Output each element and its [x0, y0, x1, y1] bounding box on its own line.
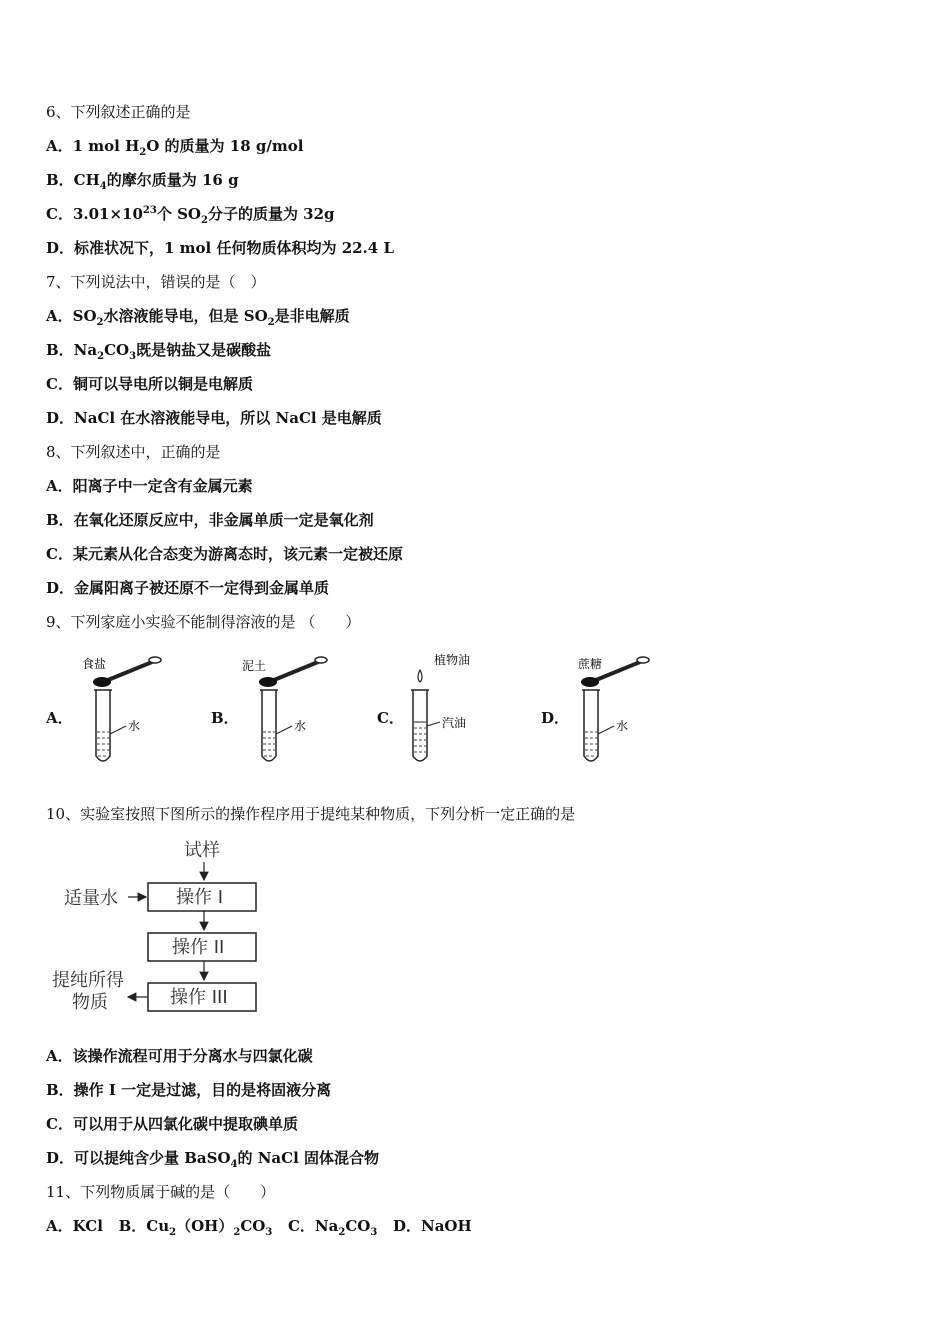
- q6-stem: 6、下列叙述正确的是: [46, 103, 191, 121]
- q10-option-c: C．可以用于从四氯化碳中提取碘单质: [46, 1115, 298, 1133]
- flow-op1-label: 操作 I: [176, 887, 224, 908]
- q6-option-b: B．$CH_4$的摩尔质量为 16 g: [46, 171, 239, 192]
- q7-option-a: A．$SO_2$水溶液能导电，但是 $SO_2$是非电解质: [46, 307, 350, 328]
- q10-flowchart: [46, 836, 286, 1026]
- q7-option-d: D．NaCl 在水溶液能导电，所以 NaCl 是电解质: [46, 409, 382, 427]
- q6-option-d: D．标准状况下，1 mol 任何物质体积均为 22.4 L: [46, 239, 394, 257]
- q9-fig-b-liquid: 水: [294, 719, 307, 733]
- q8-option-d: D．金属阳离子被还原不一定得到金属单质: [46, 579, 330, 597]
- q7-option-b: B．$Na_2CO_3$既是钠盐又是碳酸盐: [46, 341, 272, 362]
- q9-fig-b-tube-illustration: [236, 652, 356, 772]
- q7-stem: 7、下列说法中，错误的是（ ）: [46, 273, 266, 291]
- q10-stem: 10、实验室按照下图所示的操作程序用于提纯某种物质，下列分析一定正确的是: [46, 805, 576, 823]
- q9-fig-c-tube-illustration: [400, 652, 520, 772]
- q8-stem: 8、下列叙述中，正确的是: [46, 443, 221, 461]
- flow-sample-label: 试样: [184, 840, 220, 861]
- q9-stem: 9、下列家庭小实验不能制得溶液的是 （ ）: [46, 613, 361, 631]
- q11-option-b: B．$Cu_2(OH)_2CO_3$: [118, 1217, 273, 1238]
- q11-stem: 11、下列物质属于碱的是（ ）: [46, 1183, 276, 1201]
- q7-option-c: C．铜可以导电所以铜是电解质: [46, 375, 253, 393]
- q11-options: [46, 1216, 472, 1236]
- q9-fig-c-liquid: 汽油: [442, 716, 467, 730]
- q9-fig-a-tube-illustration: [70, 652, 190, 772]
- q9-fig-d-liquid: 水: [616, 719, 629, 733]
- flow-water-label: 适量水: [64, 888, 118, 909]
- flow-product-label-1: 提纯所得: [52, 970, 124, 991]
- q10-option-d: D．可以提纯含少量 BaSO$_4$的 NaCl 固体混合物: [46, 1149, 380, 1170]
- q9-fig-b-solute: 泥土: [242, 659, 267, 673]
- q11-option-c: C．$Na_2CO_3$: [287, 1217, 378, 1238]
- q11-option-d: D．NaOH: [392, 1217, 472, 1235]
- q8-option-b: B．在氧化还原反应中，非金属单质一定是氧化剂: [46, 511, 374, 529]
- flow-op3-label: 操作 III: [170, 987, 228, 1008]
- q9-fig-a-liquid: 水: [128, 719, 141, 733]
- q10-option-a: A．该操作流程可用于分离水与四氯化碳: [46, 1047, 313, 1065]
- q8-option-c: C．某元素从化合态变为游离态时，该元素一定被还原: [46, 545, 403, 563]
- q6-option-a: A．1 mol $H_2O$ 的质量为 18 g/mol: [46, 137, 304, 158]
- flow-product-label-2: 物质: [72, 992, 108, 1013]
- q9-fig-a-solute: 食盐: [82, 657, 107, 671]
- q9-fig-c-label: C．: [377, 709, 404, 727]
- flow-op2-label: 操作 II: [172, 937, 225, 958]
- q9-fig-a-label: A．: [46, 709, 73, 727]
- q11-option-a: A．KCl: [46, 1217, 103, 1235]
- q6-option-c: C．$3.01\times 10^{23}$个 $SO_2$分子的质量为 32g: [46, 205, 335, 226]
- q9-fig-d-tube-illustration: [558, 652, 678, 772]
- q9-fig-c-solute: 植物油: [434, 653, 471, 667]
- q9-fig-b-label: B．: [211, 709, 239, 727]
- q8-option-a: A．阳离子中一定含有金属元素: [46, 477, 253, 495]
- q9-fig-d-label: D．: [541, 709, 570, 727]
- q9-fig-d-solute: 蔗糖: [578, 657, 603, 671]
- q10-option-b: B．操作 I 一定是过滤，目的是将固液分离: [46, 1081, 332, 1099]
